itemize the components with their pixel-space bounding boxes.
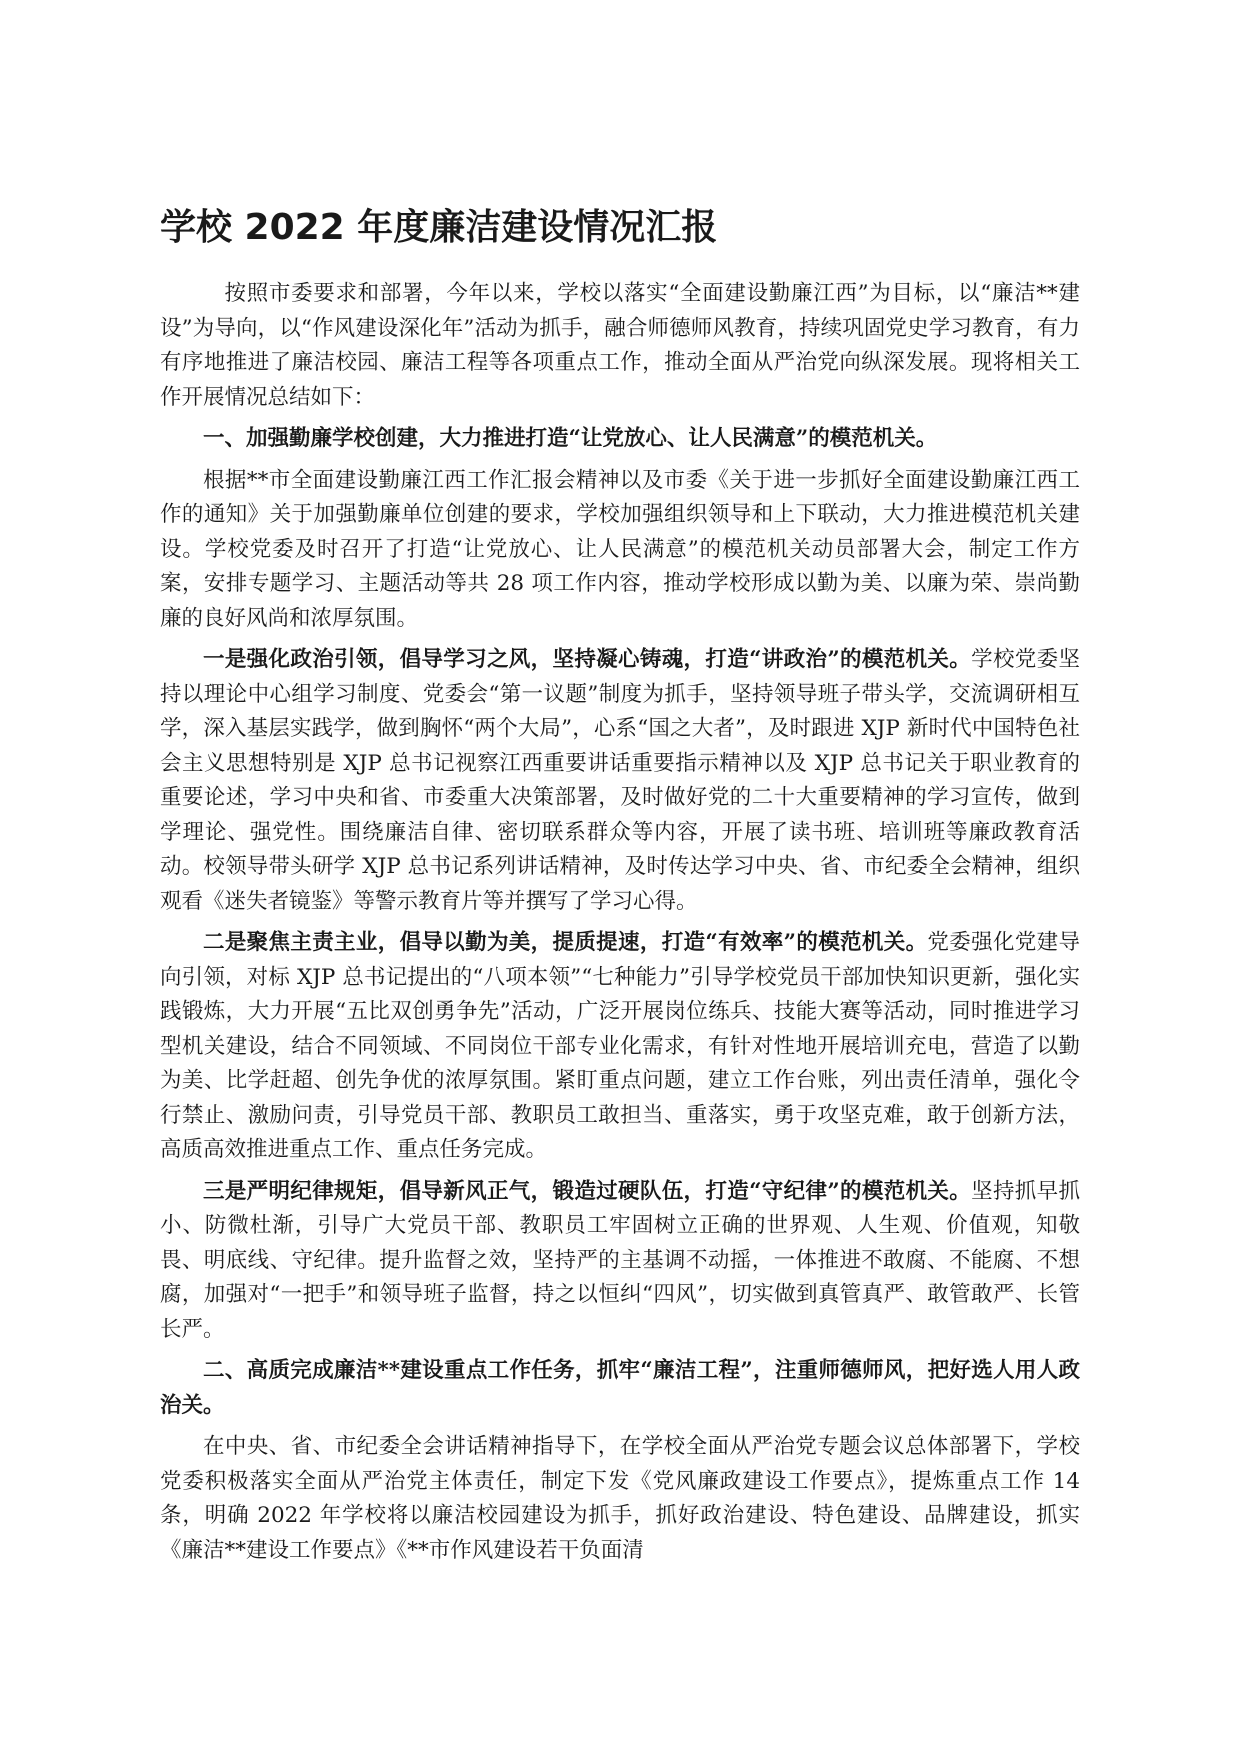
section-1-paragraph: 根据**市全面建设勤廉江西工作汇报会精神以及市委《关于进一步抓好全面建设勤廉江西工作的通知》关于加强勤廉单位创建的要求，学校加强组织领导和上下联动，大力推进模范机关建设。学校党委及时召开了打造“让党放心、让人民满意”的模范机关动员部署大会，制定工作方案，安排专题学习、主题活动等共 28 项工作内容，推动学校形成以勤为美、以廉为荣、崇尚勤廉的良好风尚和浓厚氛围。 xyxy=(160,467,1080,631)
document-body xyxy=(160,205,1080,1575)
document-title: 学校 2022 年度廉洁建设情况汇报 xyxy=(160,207,718,248)
section-1-heading: 一、加强勤廉学校创建，大力推进打造“让党放心、让人民满意”的模范机关。 xyxy=(203,426,938,451)
item-3-lead: 三是严明纪律规矩，倡导新风正气，锻造过硬队伍，打造“守纪律”的模范机关。 xyxy=(203,1178,972,1204)
section-1-item-3 xyxy=(160,1175,1080,1348)
intro-paragraph: 按照市委要求和部署，今年以来，学校以落实“全面建设勤廉江西”为目标，以“廉洁**建设”为导向，以“作风建设深化年”活动为抓手，融合师德师风教育，持续巩固党史学习教育，有力有序地推进了廉洁校园、廉洁工程等各项重点工作，推动全面从严治党向纵深发展。现将相关工作开展情况总结如下： xyxy=(160,281,1080,410)
section-1-item-2 xyxy=(160,926,1080,1168)
item-2-lead: 二是聚焦主责主业，倡导以勤为美，提质提速，打造“有效率”的模范机关。 xyxy=(203,930,928,955)
section-2-heading: 二、高质完成廉洁**建设重点工作任务，抓牢“廉洁工程”，注重师德师风，把好选人用人政治关。 xyxy=(160,1358,1080,1418)
item-1-body: 学校党委坚持以理论中心组学习制度、党委会“第一议题”制度为抓手，坚持领导班子带头学，交流调研相互学，深入基层实践学，做到胸怀“两个大局”，心系“国之大者”，及时跟进 XJP 新时代中国特色社会主义思想特别是 XJP 总书记视察江西重要讲话重要指示精神以及 XJP 总书记关于职业教育的重要论述，学习中央和省、市委重大决策部署，及时做好党的二十大重要精神的学习宣传，做到学理论、强党性。围绕廉洁自律、密切联系群众等内容，开展了读书班、培训班等廉政教育活动。校领导带头研学 XJP 总书记系列讲话精神，及时传达学习中央、省、市纪委全会精神，组织观看《迷失者镜鉴》等警示教育片等并撰写了学习心得。 xyxy=(160,647,1080,914)
section-1-item-1 xyxy=(160,643,1080,919)
item-3-body: 坚持抓早抓小、防微杜渐，引导广大党员干部、教职员工牢固树立正确的世界观、人生观、价值观，知敬畏、明底线、守纪律。提升监督之效，坚持严的主基调不动摇，一体推进不敢腐、不能腐、不想腐，加强对“一把手”和领导班子监督，持之以恒纠“四风”，切实做到真管真严、敢管敢严、长管长严。 xyxy=(160,1178,1080,1342)
section-2-paragraph: 在中央、省、市纪委全会讲话精神指导下，在学校全面从严治党专题会议总体部署下，学校党委积极落实全面从严治党主体责任，制定下发《党风廉政建设工作要点》，提炼重点工作 14 条，明确 2022 年学校将以廉洁校园建设为抓手，抓好政治建设、特色建设、品牌建设，抓实《廉洁**建设工作要点》《**市作风建设若干负面清 xyxy=(160,1434,1080,1563)
item-2-body: 党委强化党建导向引领，对标 XJP 总书记提出的“八项本领”“七种能力”引导学校党员干部加快知识更新，强化实践锻炼，大力开展“五比双创勇争先”活动，广泛开展岗位练兵、技能大赛等活动，同时推进学习型机关建设，结合不同领域、不同岗位干部专业化需求，有针对性地开展培训充电，营造了以勤为美、比学赶超、创先争优的浓厚氛围。紧盯重点问题，建立工作台账，列出责任清单，强化令行禁止、激励问责，引导党员干部、教职员工敢担当、重落实，勇于攻坚克难，敢于创新方法，高质高效推进重点工作、重点任务完成。 xyxy=(160,930,1080,1162)
item-1-lead: 一是强化政治引领，倡导学习之风，坚持凝心铸魂，打造“讲政治”的模范机关。 xyxy=(203,647,972,672)
